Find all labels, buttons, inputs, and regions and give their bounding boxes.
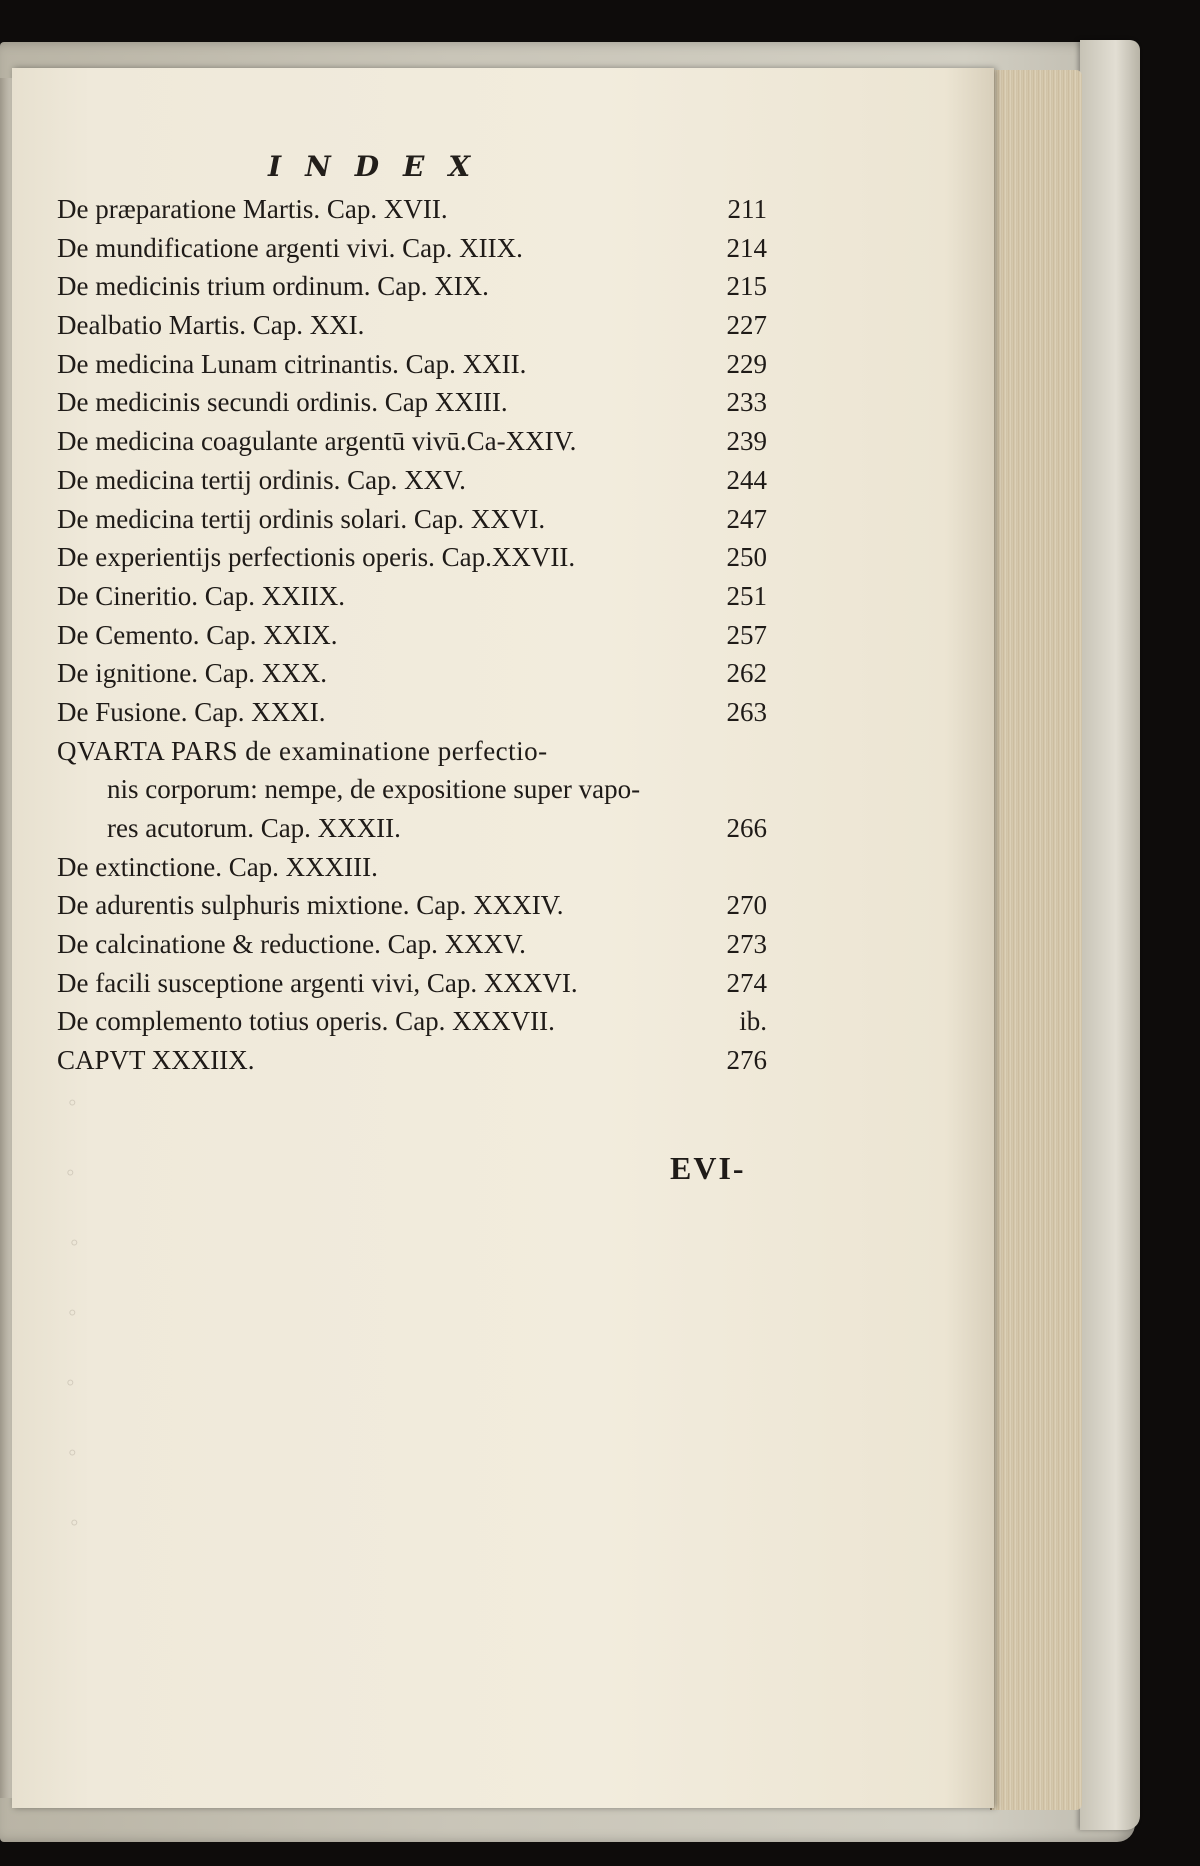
index-entry [57, 925, 767, 964]
entry-page: 251 [726, 580, 767, 611]
entry-title: QVARTA PARS de examinatione perfectio- [57, 735, 548, 766]
entry-title: De mundificatione argenti vivi. Cap. XIIX. [57, 232, 523, 263]
index-entry [57, 461, 767, 500]
page-edges [990, 70, 1082, 1810]
entry-title: De ignitione. Cap. XXX. [57, 658, 327, 689]
entry-page: 247 [726, 503, 767, 534]
index-entry [57, 538, 767, 577]
show-through-mark: ◦ [70, 1230, 79, 1256]
entry-title: De Cemento. Cap. XXIX. [57, 619, 338, 650]
index-entry [57, 654, 767, 693]
entry-page: 274 [726, 967, 767, 998]
index-list [57, 190, 767, 1080]
index-entry [57, 848, 767, 887]
index-entry [57, 229, 767, 268]
show-through-mark: ◦ [66, 1160, 75, 1186]
entry-title: De facili susceptione argenti vivi, Cap. XXXVI. [57, 967, 578, 998]
entry-title: nis corporum: nempe, de expositione super vapo- [107, 774, 641, 805]
index-entry [57, 1002, 767, 1041]
index-entry-continuation [57, 770, 767, 809]
entry-title: De medicina Lunam citrinantis. Cap. XXII. [57, 348, 527, 379]
entry-title: De calcinatione & reductione. Cap. XXXV. [57, 929, 526, 960]
index-entry [57, 886, 767, 925]
entry-title: De medicina tertij ordinis solari. Cap. XXVI. [57, 503, 546, 534]
entry-page: 227 [726, 310, 767, 341]
entry-page: 215 [726, 271, 767, 302]
entry-title: De Fusione. Cap. XXXI. [57, 696, 326, 727]
index-entry [57, 1041, 767, 1080]
entry-title: De medicina tertij ordinis. Cap. XXV. [57, 464, 466, 495]
index-entry [57, 616, 767, 655]
entry-title: De complemento totius operis. Cap. XXXVII. [57, 1006, 555, 1037]
index-entry-continuation [57, 809, 767, 848]
index-entry [57, 422, 767, 461]
part-heading-entry [57, 732, 767, 771]
entry-title: Dealbatio Martis. Cap. XXI. [57, 310, 365, 341]
entry-title: CAPVT XXXIIX. [57, 1045, 255, 1076]
index-entry [57, 500, 767, 539]
entry-title: De adurentis sulphuris mixtione. Cap. XXXIV. [57, 890, 564, 921]
index-entry [57, 306, 767, 345]
index-entry [57, 267, 767, 306]
index-entry [57, 577, 767, 616]
show-through-mark: ◦ [68, 1300, 77, 1326]
entry-page: 211 [727, 194, 767, 224]
entry-page: 233 [726, 387, 767, 418]
index-entry [57, 190, 767, 229]
entry-title: De Cineritio. Cap. XXIIX. [57, 580, 345, 611]
show-through-mark: ◦ [70, 1510, 79, 1536]
entry-title: De medicinis trium ordinum. Cap. XIX. [57, 271, 489, 302]
entry-title: De extinctione. Cap. XXXIII. [57, 851, 378, 882]
entry-page: 263 [726, 696, 767, 727]
page-header: INDEX [268, 150, 495, 183]
index-entry [57, 964, 767, 1003]
index-entry [57, 693, 767, 732]
entry-title: De medicina coagulante argentū vivū.Ca-XXIV. [57, 426, 577, 457]
entry-page: 276 [726, 1045, 767, 1076]
catchword: EVI- [670, 1150, 746, 1186]
entry-title: De præparatione Martis. Cap. XVII. [57, 194, 448, 224]
cover-flap [1080, 40, 1140, 1830]
entry-page: 214 [726, 232, 767, 263]
entry-page: 250 [726, 542, 767, 573]
entry-page: 273 [726, 929, 767, 960]
entry-page: 244 [726, 464, 767, 495]
show-through-mark: ◦ [66, 1370, 75, 1396]
entry-title: De experientijs perfectionis operis. Cap.XXVII. [57, 542, 576, 573]
entry-page: 229 [726, 348, 767, 379]
entry-page: 239 [726, 426, 767, 457]
entry-title: res acutorum. Cap. XXXII. [107, 813, 401, 843]
show-through-mark: ◦ [68, 1440, 77, 1466]
entry-page: 266 [726, 813, 767, 843]
entry-page: ib. [739, 1006, 767, 1037]
entry-title: De medicinis secundi ordinis. Cap XXIII. [57, 387, 508, 418]
entry-page: 257 [726, 619, 767, 650]
index-entry [57, 345, 767, 384]
show-through-mark: ◦ [68, 1090, 77, 1116]
entry-page: 270 [726, 890, 767, 921]
entry-page: 262 [726, 658, 767, 689]
index-entry [57, 383, 767, 422]
